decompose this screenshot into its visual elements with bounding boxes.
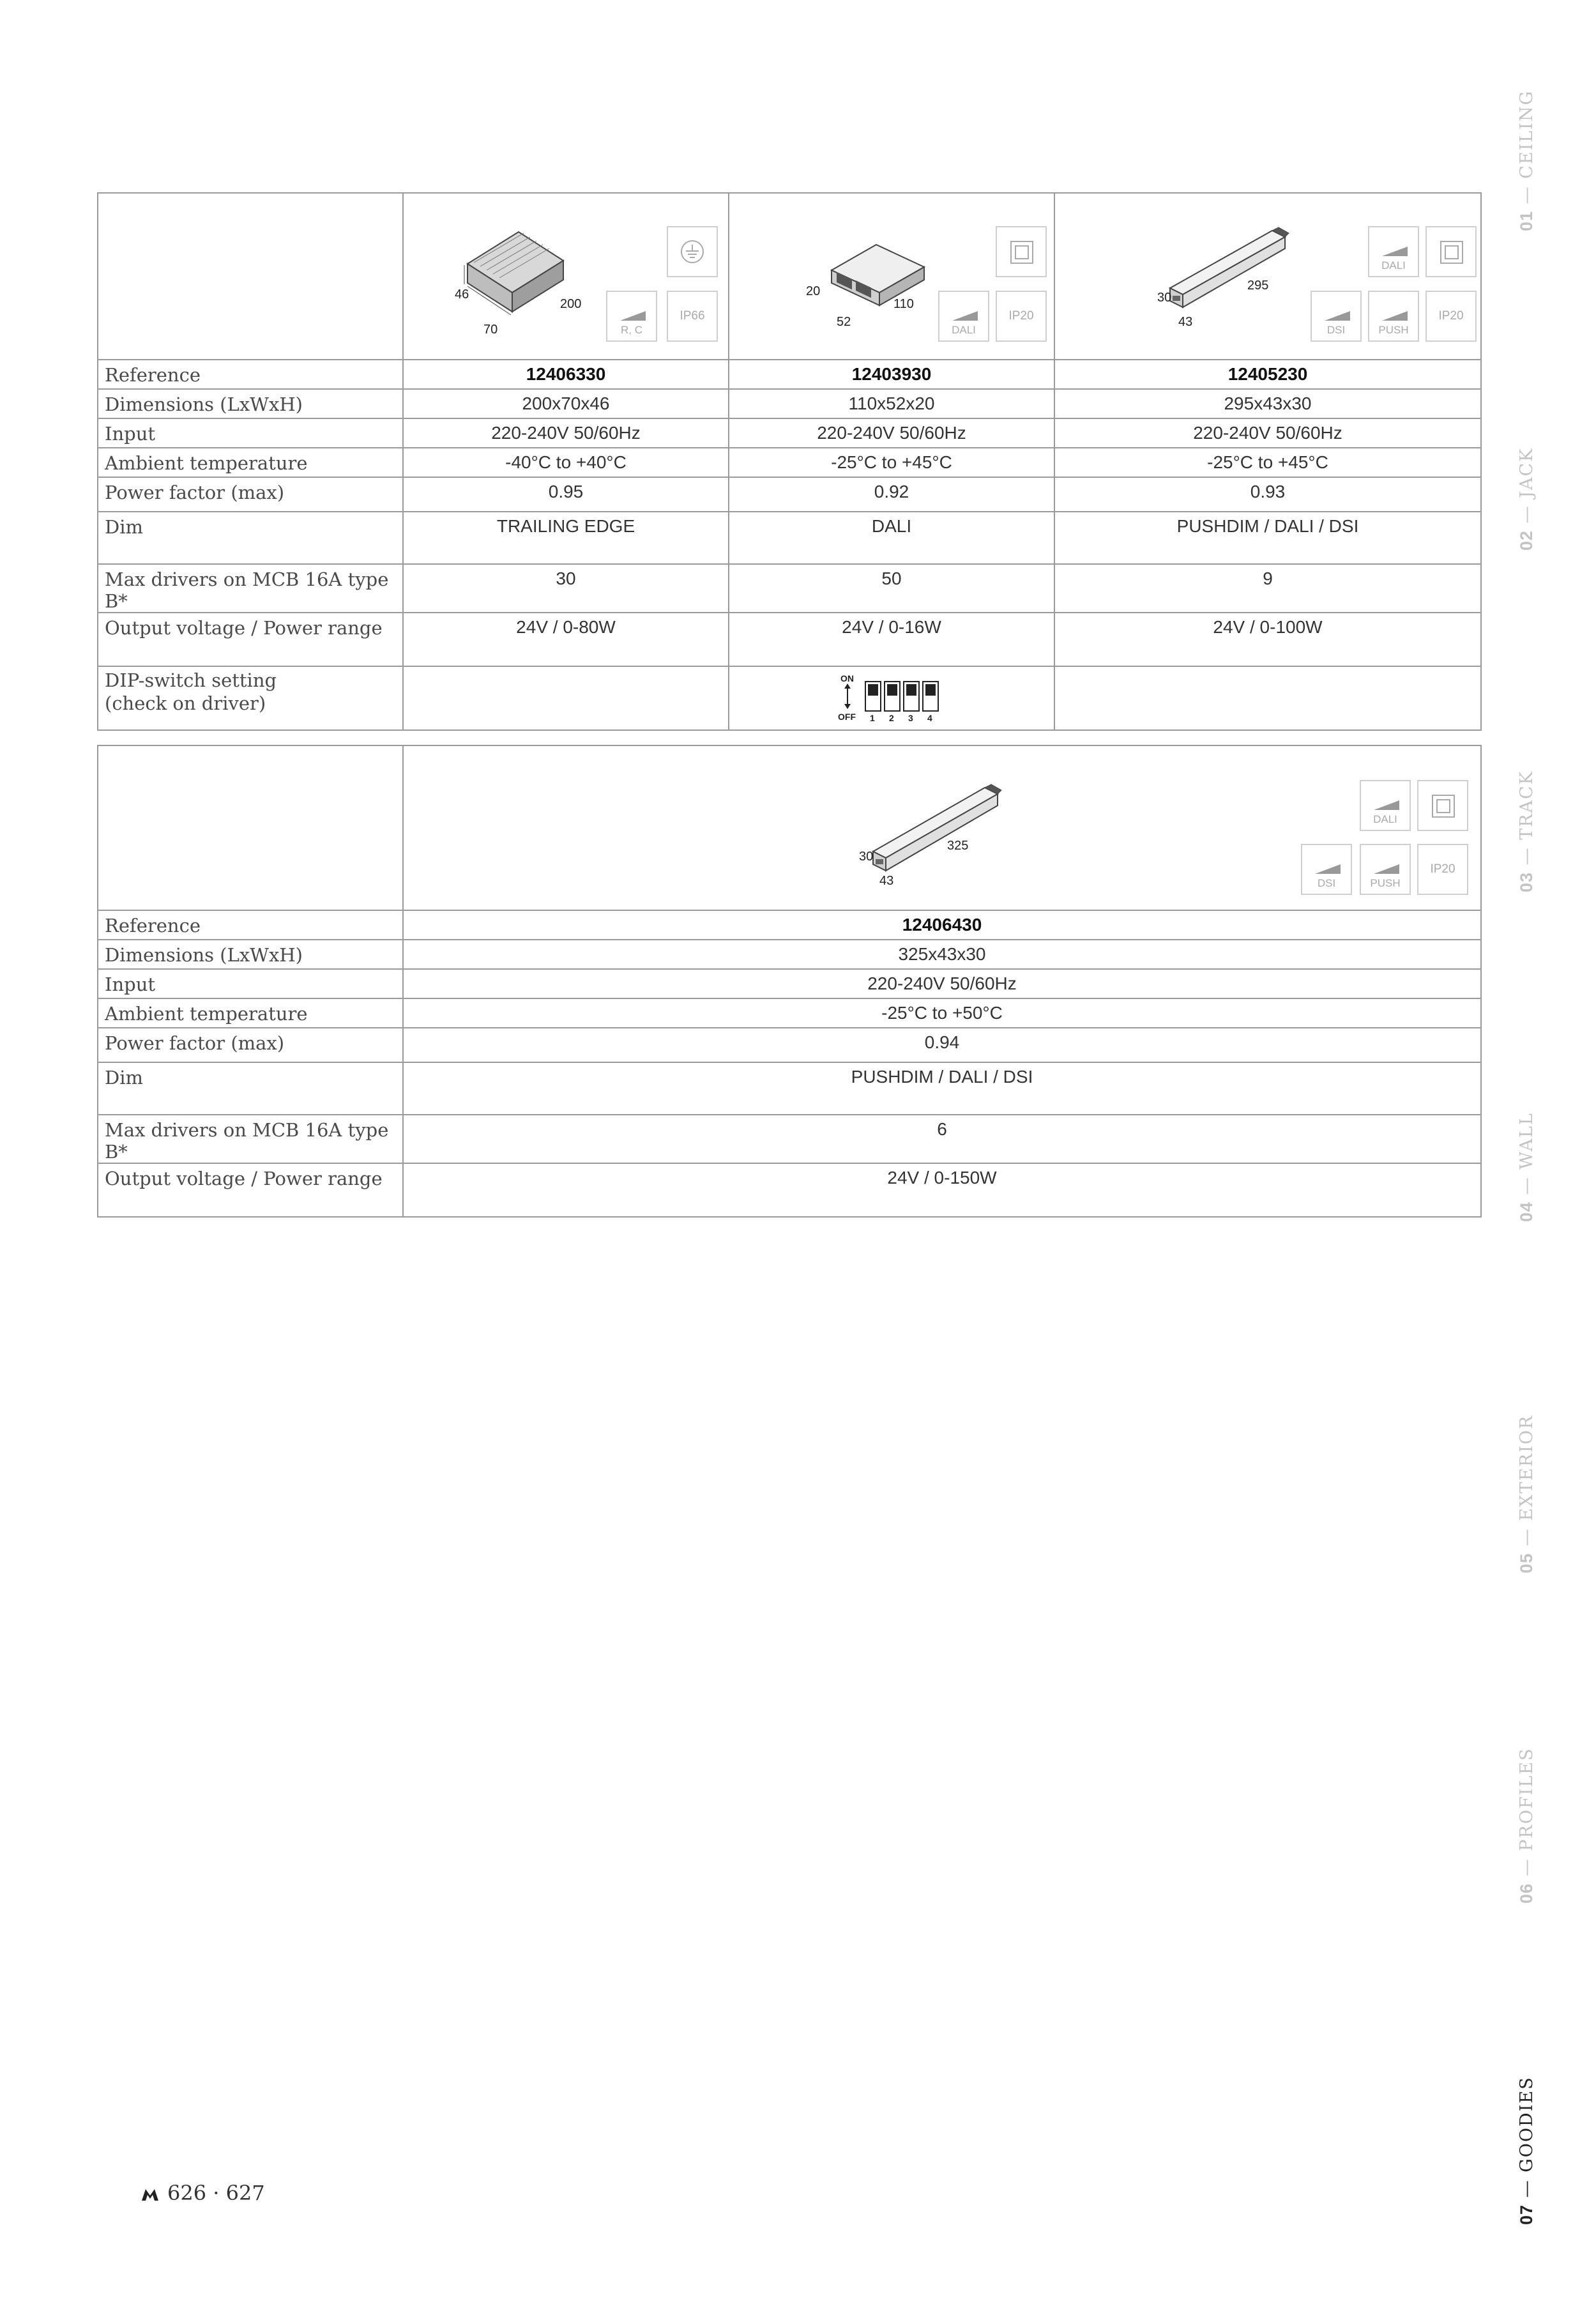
- dip-num-2: 2: [889, 713, 894, 723]
- row-dip-switch: DIP-switch setting (check on driver) ON OFF 1 2 3 4: [98, 666, 1481, 730]
- dim-height-label: 20: [806, 284, 821, 298]
- row-dimensions: Dimensions (LxWxH) 325x43x30: [98, 940, 1481, 969]
- dip-off-label: OFF: [838, 712, 856, 722]
- push-icon: PUSH: [1360, 844, 1411, 895]
- driver-drawing: [448, 225, 589, 334]
- dim-height-label: 30: [1157, 291, 1172, 305]
- chapter-nav-goodies[interactable]: 07 — GOODIES: [1517, 2076, 1537, 2225]
- ip-rating-icon: IP20: [1417, 844, 1468, 895]
- row-dimensions: Dimensions (LxWxH) 200x70x46 110x52x20 295x43x30: [98, 389, 1481, 418]
- ip-rating-icon: IP20: [996, 291, 1047, 342]
- row-output: Output voltage / Power range 24V / 0-150W: [98, 1163, 1481, 1217]
- row-dim: Dim TRAILING EDGE DALI PUSHDIM / DALI / DSI: [98, 512, 1481, 564]
- chapter-nav-jack[interactable]: 02 — JACK: [1517, 447, 1537, 551]
- row-input: Input 220-240V 50/60Hz: [98, 969, 1481, 998]
- product-image-12403930: [729, 193, 1054, 360]
- row-ambient-temperature: Ambient temperature -25°C to +50°C: [98, 998, 1481, 1028]
- chapter-nav-ceiling[interactable]: 01 — CEILING: [1517, 89, 1537, 231]
- dim-width-label: 70: [483, 323, 498, 337]
- product-image-12406330: [403, 193, 729, 360]
- push-icon: PUSH: [1368, 291, 1419, 342]
- ip-rating-icon: IP66: [667, 291, 718, 342]
- row-dim: Dim PUSHDIM / DALI / DSI: [98, 1062, 1481, 1115]
- row-output: Output voltage / Power range 24V / 0-80W 24V / 0-16W 24V / 0-100W: [98, 613, 1481, 666]
- dim-height-label: 30: [859, 850, 874, 864]
- brand-logo-icon: [142, 2188, 158, 2201]
- class-ii-icon: [1427, 227, 1478, 279]
- ip-rating-icon: IP20: [1425, 291, 1477, 342]
- double-insulation-icon: [1425, 226, 1477, 277]
- dim-length-label: 325: [947, 839, 969, 853]
- row-max-drivers: Max drivers on MCB 16A type B* 30 50 9: [98, 564, 1481, 613]
- earth-icon: [667, 226, 718, 277]
- dim-width-label: 52: [837, 315, 851, 329]
- empty-header-cell: [98, 193, 403, 360]
- row-input: Input 220-240V 50/60Hz 220-240V 50/60Hz 220-240V 50/60Hz: [98, 418, 1481, 448]
- dip-num-3: 3: [908, 713, 913, 723]
- driver-drawing: [867, 775, 1014, 887]
- dip-num-4: 4: [927, 713, 932, 723]
- dim-width-label: 43: [1178, 315, 1193, 329]
- chapter-nav-exterior[interactable]: 05 — EXTERIOR: [1517, 1414, 1537, 1573]
- dim-length-label: 200: [560, 297, 582, 311]
- row-max-drivers: Max drivers on MCB 16A type B* 6: [98, 1115, 1481, 1163]
- earth-symbol-icon: [668, 227, 719, 279]
- product-image-12405230: [1054, 193, 1481, 360]
- driver-drawing: [819, 232, 934, 315]
- chapter-nav-track[interactable]: 03 — TRACK: [1517, 770, 1537, 892]
- chapter-nav-profiles[interactable]: 06 — PROFILES: [1517, 1747, 1537, 1904]
- dsi-icon: DSI: [1311, 291, 1362, 342]
- class-ii-icon: [997, 227, 1048, 279]
- chapter-nav-wall[interactable]: 04 — WALL: [1517, 1112, 1537, 1222]
- row-reference: Reference 12406430: [98, 910, 1481, 940]
- dip-switches: [865, 681, 941, 712]
- row-reference: Reference 12406330 12403930 12405230: [98, 360, 1481, 389]
- dim-width-label: 43: [879, 874, 894, 888]
- class-ii-icon: [1418, 781, 1470, 832]
- dali-icon: DALI: [1360, 780, 1411, 831]
- double-insulation-icon: [1417, 780, 1468, 831]
- row-power-factor: Power factor (max) 0.94: [98, 1028, 1481, 1062]
- dim-length-label: 110: [893, 297, 914, 311]
- dip-on-label: ON: [840, 673, 854, 684]
- dsi-icon: DSI: [1301, 844, 1352, 895]
- empty-header-cell: [98, 745, 403, 910]
- page-numbers: 626 · 627: [167, 2181, 265, 2205]
- double-insulation-icon: [996, 226, 1047, 277]
- driver-drawing: [1164, 218, 1298, 320]
- driver-spec-table-1: [97, 192, 1482, 731]
- dim-height-label: 46: [455, 287, 469, 302]
- row-power-factor: Power factor (max) 0.95 0.92 0.93: [98, 477, 1481, 512]
- dali-icon: DALI: [938, 291, 989, 342]
- dim-length-label: 295: [1247, 279, 1269, 293]
- driver-spec-table-2: [97, 745, 1482, 1218]
- dimming-icon: R, C: [606, 291, 657, 342]
- row-ambient-temperature: Ambient temperature -40°C to +40°C -25°C to +45°C -25°C to +45°C: [98, 448, 1481, 477]
- dip-switch-diagram: [729, 666, 1054, 730]
- product-image-12406430: [403, 745, 1481, 910]
- dip-arrow-icon: [843, 684, 852, 709]
- dali-icon: DALI: [1368, 226, 1419, 277]
- dip-num-1: 1: [870, 713, 875, 723]
